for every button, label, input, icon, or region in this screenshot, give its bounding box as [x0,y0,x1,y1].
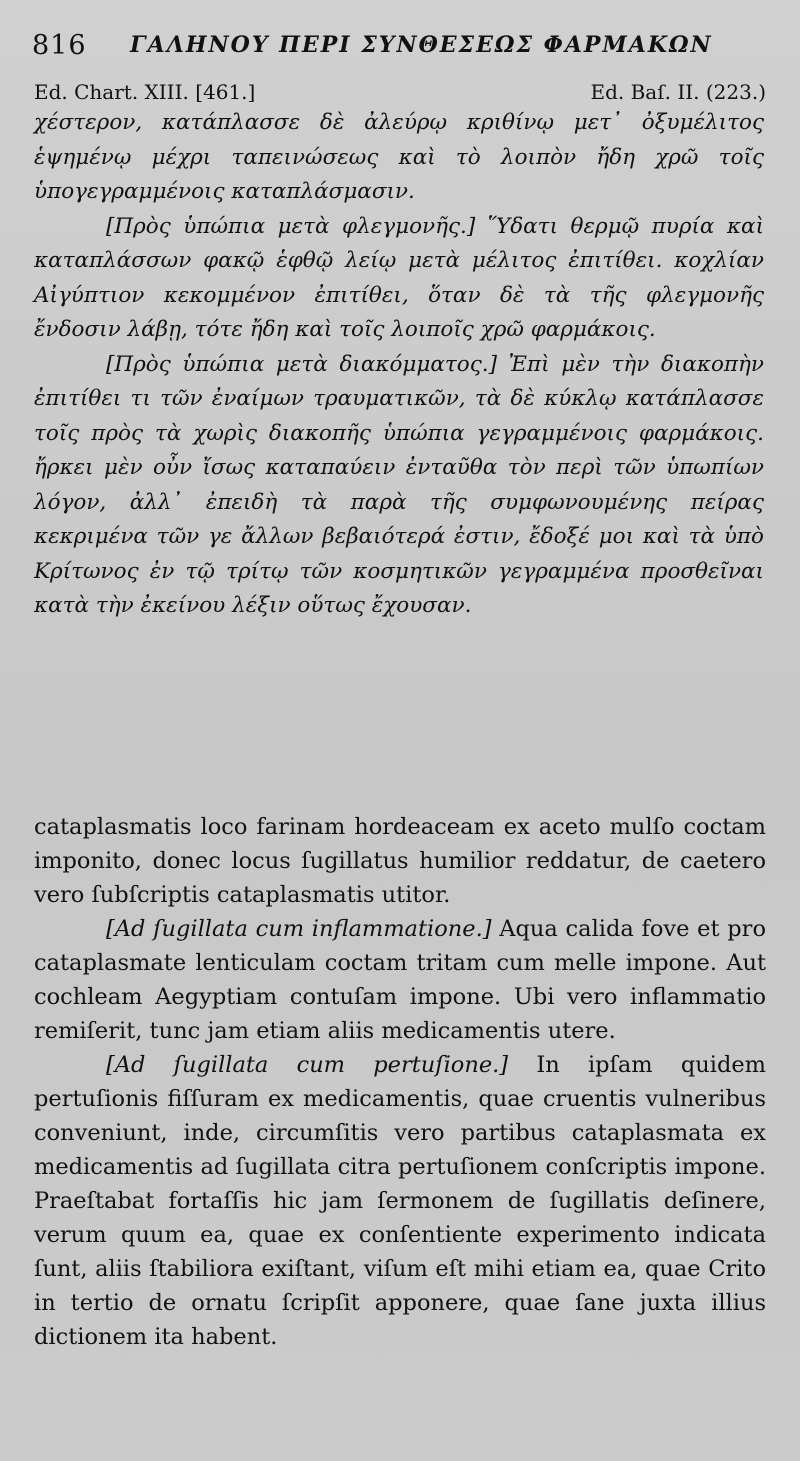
greek-paragraph-1: χέστερον, κατάπλασσε δὲ ἀλεύρῳ κριθίνῳ μετ᾽ ὀξυμέλιτος ἑψημένῳ μέχρι ταπεινώσεως καὶ τὸ λοιπὸν ἤδη χρῶ τοῖς ὑπογεγραμμένοις καταπλάσμασιν. [34,110,764,204]
latin-section-heading-inflammation: [Ad ſugillata cum inflammatione.] [106,916,492,942]
edition-chartier-ref: Ed. Chart. XIII. [461.] [34,80,256,104]
latin-paragraph-1: cataplasmatis loco farinam hordeaceam ex aceto mulſo coctam imponito, donec locus ſugillatus humilior reddatur, de caetero vero ſubſcriptis cataplasmatis utitor. [34,814,766,908]
latin-paragraph-3 [34,1048,766,1354]
page-number: 816 [32,30,87,61]
greek-paragraph-2-text: Ὕδατι θερμῷ πυρία καὶ καταπλάσσων φακῷ ἑφθῷ λείῳ μετὰ μέλιτος ἐπιτίθει. κοχλίαν Αἰγύπτιον κεκομμένον ἐπιτίθει, ὅταν δὲ τὰ τῆς φλεγμονῆς ἔνδοσιν λάβῃ, τότε ἤδη καὶ τοῖς λοιποῖς χρῶ φαρμάκοις. [34,213,764,342]
page-header [32,30,772,70]
greek-paragraph-2 [34,210,764,348]
latin-section-heading-perforation: [Ad ſugillata cum pertuſione.] [106,1052,509,1078]
latin-text-column [34,810,766,1354]
greek-section-heading-perforation: [Πρὸς ὑπώπια μετὰ διακόμματος.] [106,351,497,377]
edition-basel-ref: Ed. Baſ. II. (223.) [590,80,766,104]
latin-paragraph-2-text: Aqua calida fove et pro cataplasmate lenticulam coctam tritam cum melle impone. Aut cochleam Aegyptiam contuſam impone. Ubi vero inflammatio remiſerit, tunc jam etiam aliis medicamentis utere. [34,916,766,1044]
greek-paragraph-3 [34,348,764,624]
greek-paragraph-3-text: Ἐπὶ μὲν τὴν διακοπὴν ἐπιτίθει τι τῶν ἐναίμων τραυματικῶν, τὰ δὲ κύκλῳ κατάπλασσε τοῖς πρὸς τὰ χωρὶς διακοπῆς ὑπώπια γεγραμμένοις φαρμάκοις. ἤρκει μὲν οὖν ἴσως καταπαύειν ἐνταῦθα τὸν περὶ τῶν ὑπωπίων λόγον, ἀλλ᾽ ἐπειδὴ τὰ παρὰ τῆς συμφωνουμένης πείρας κεκριμένα τῶν γε ἄλλων βεβαιότερά ἐστιν, ἔδοξέ μοι καὶ τὰ ὑπὸ Κρίτωνος ἐν τῷ τρίτῳ τῶν κοσμητικῶν γεγραμμένα προσθεῖναι κατὰ τὴν ἐκείνου λέξιν οὕτως ἔχουσαν. [34,351,764,618]
latin-paragraph-2 [34,912,766,1048]
greek-text-column [34,106,764,624]
running-title: ΓΑΛΗΝΟΥ ΠΕΡΙ ΣΥΝΘΕΣΕΩΣ ΦΑΡΜΑΚΩΝ [130,32,713,58]
latin-paragraph-3-text: In ipſam quidem pertuſionis fiſſuram ex medicamentis, quae cruentis vulneribus conveniunt, inde, circumſitis vero partibus cataplasmata ex medicamentis ad ſugillata citra pertuſionem conſcriptis impone. Praeſtabat fortaſſis hic jam ſermonem de ſugillatis deſinere, verum quum ea, quae ex conſentiente experimento indicata ſunt, aliis ſtabiliora exiſtant, viſum eſt mihi etiam ea, quae Crito in tertio de ornatu ſcripſit apponere, quae ſane juxta illius dictionem ita habent. [34,1052,767,1350]
greek-section-heading-inflammation: [Πρὸς ὑπώπια μετὰ φλεγμονῆς.] [106,213,476,239]
